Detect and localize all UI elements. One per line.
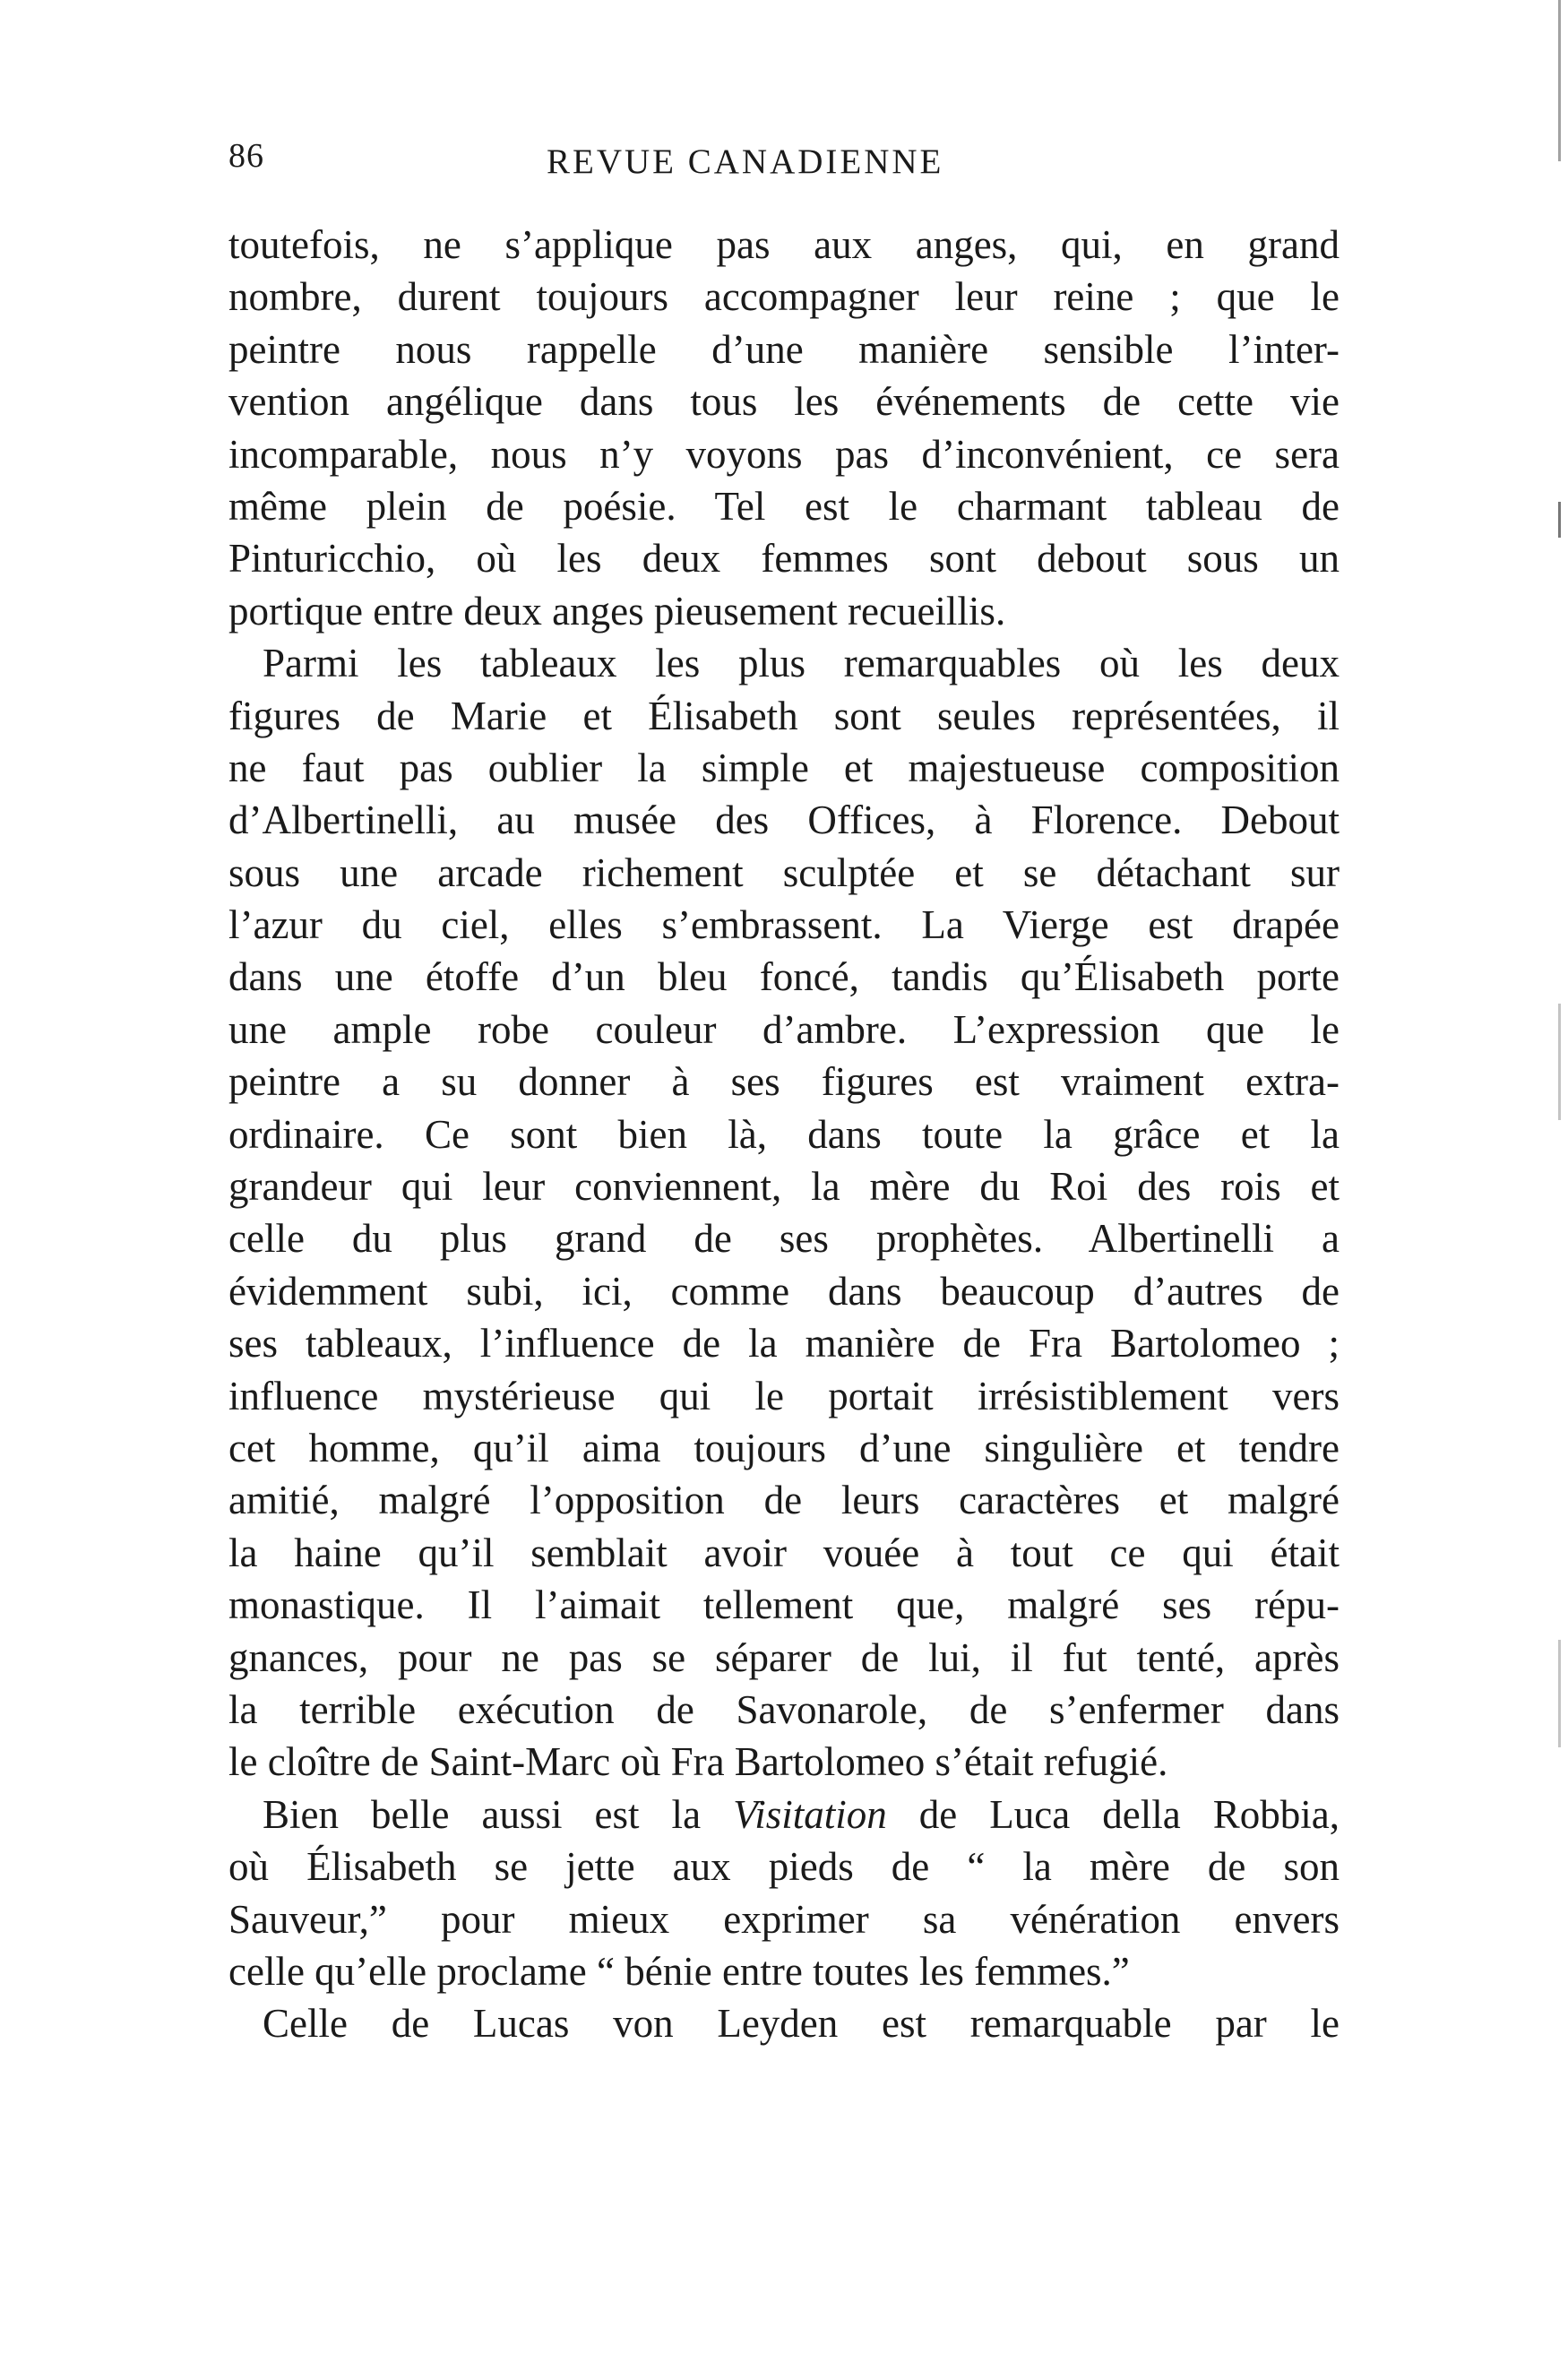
- text-line: dans une étoffe d’un bleu foncé, tandis qu’Élisabeth porte: [228, 954, 1340, 1000]
- text-line: Pinturicchio, où les deux femmes sont debout sous un: [228, 536, 1340, 582]
- text-line: celle qu’elle proclame “ bénie entre toutes les femmes.”: [228, 1948, 1130, 1994]
- text-line: sous une arcade richement sculptée et se détachant sur: [228, 849, 1340, 895]
- text-line: où Élisabeth se jette aux pieds de “ la mère de son: [228, 1844, 1340, 1890]
- text-line: ses tableaux, l’influence de la manière de Fra Bartolomeo ;: [228, 1321, 1340, 1367]
- text-line: grandeur qui leur conviennent, la mère du Roi des rois et: [228, 1164, 1340, 1210]
- text-line: une ample robe couleur d’ambre. L’expression que le: [228, 1006, 1340, 1052]
- page-edge-scan-marks: [1557, 0, 1568, 2371]
- paragraph-start-line: [228, 1789, 1340, 1841]
- text-run: de Luca della Robbia,: [886, 1791, 1340, 1837]
- text-line: même plein de poésie. Tel est le charmant tableau de: [228, 483, 1340, 529]
- text-run: Bien belle aussi est la: [263, 1791, 734, 1837]
- paragraph-start-line: Celle de Lucas von Leyden est remarquable par le: [263, 2001, 1340, 2047]
- text-line: vention angélique dans tous les événements de cette vie: [228, 379, 1340, 425]
- edge-mark: [1558, 1640, 1561, 1747]
- running-title: REVUE CANADIENNE: [547, 142, 944, 181]
- text-line: peintre a su donner à ses figures est vraiment extra-: [228, 1059, 1340, 1105]
- text-line: la terrible exécution de Savonarole, de s’enfermer dans: [228, 1686, 1340, 1732]
- text-line: le cloître de Saint-Marc où Fra Bartolomeo s’était refugié.: [228, 1739, 1168, 1785]
- text-line: nombre, durent toujours accompagner leur reine ; que le: [228, 274, 1340, 320]
- text-line: celle du plus grand de ses prophètes. Albertinelli a: [228, 1216, 1340, 1262]
- edge-mark: [1558, 0, 1561, 161]
- text-line: amitié, malgré l’opposition de leurs caractères et malgré: [228, 1478, 1340, 1523]
- page-number: 86: [228, 137, 264, 175]
- text-line: monastique. Il l’aimait tellement que, malgré ses répu-: [228, 1582, 1340, 1628]
- text-line: peintre nous rappelle d’une manière sensible l’inter-: [228, 326, 1340, 372]
- text-line: portique entre deux anges pieusement recueillis.: [228, 588, 1006, 634]
- text-line: Sauveur,” pour mieux exprimer sa vénération envers: [228, 1896, 1340, 1942]
- paragraph-start-line: Parmi les tableaux les plus remarquables où les deux: [263, 641, 1340, 686]
- edge-mark: [1558, 502, 1561, 538]
- body-text: [228, 219, 1340, 2050]
- text-line: gnances, pour ne pas se séparer de lui, il fut tenté, après: [228, 1634, 1340, 1680]
- text-line: incomparable, nous n’y voyons pas d’inconvénient, ce sera: [228, 431, 1340, 477]
- edge-mark: [1558, 1004, 1561, 1120]
- text-line: figures de Marie et Élisabeth sont seules représentées, il: [228, 693, 1340, 738]
- artwork-title-italic: Visitation: [733, 1791, 887, 1837]
- text-line: ne faut pas oublier la simple et majestueuse composition: [228, 745, 1340, 790]
- text-line: la haine qu’il semblait avoir vouée à tout ce qui était: [228, 1530, 1340, 1575]
- text-line: ordinaire. Ce sont bien là, dans toute la grâce et la: [228, 1111, 1340, 1157]
- text-line: cet homme, qu’il aima toujours d’une singulière et tendre: [228, 1425, 1340, 1470]
- text-line: toutefois, ne s’applique pas aux anges, qui, en grand: [228, 222, 1340, 267]
- text-line: l’azur du ciel, elles s’embrassent. La Vierge est drapée: [228, 902, 1340, 948]
- text-line: d’Albertinelli, au musée des Offices, à Florence. Debout: [228, 798, 1340, 843]
- text-line: influence mystérieuse qui le portait irrésistiblement vers: [228, 1373, 1340, 1418]
- text-line: évidemment subi, ici, comme dans beaucoup d’autres de: [228, 1268, 1340, 1314]
